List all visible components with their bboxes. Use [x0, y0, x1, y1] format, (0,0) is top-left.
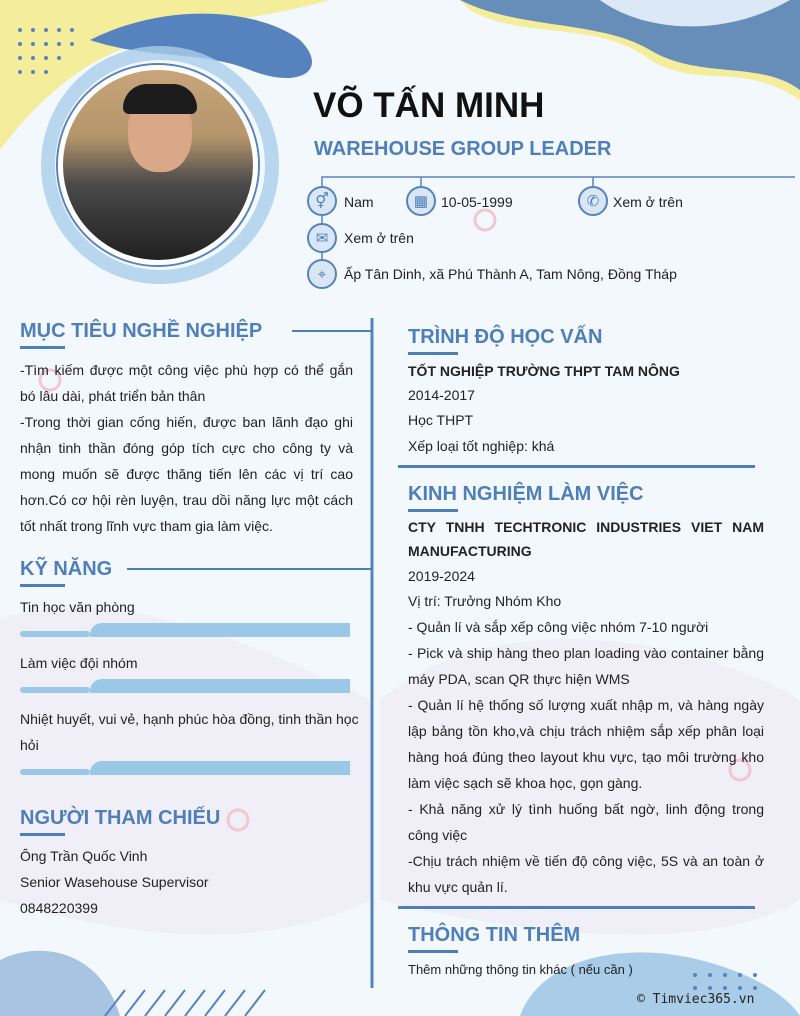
reference-name: Ông Trần Quốc Vinh — [20, 848, 148, 864]
skill-name: Tin học văn phòng — [20, 599, 135, 615]
address-value: Ấp Tân Dinh, xã Phú Thành A, Tam Nông, Đồng Tháp — [344, 266, 677, 282]
objective-paragraph: -Trong thời gian cống hiến, được ban lãnh đạo ghi nhận tinh thần đóng góp tích cực cho công ty và mong muốn sẽ được thăng tiến lên các vị trí cao hơn.Có cơ hội rèn luyện, trau dồi năng lực một cách tốt nhất trong lĩnh vực tham gia làm việc. — [20, 414, 353, 534]
heading-underline — [20, 584, 65, 587]
section-divider — [398, 465, 755, 468]
skill-level-bar — [20, 761, 350, 775]
skill-level-bar — [20, 623, 350, 637]
education-heading: TRÌNH ĐỘ HỌC VẤN — [408, 326, 603, 348]
contact-connector-lines — [0, 0, 800, 300]
school-name: TỐT NGHIỆP TRƯỜNG THPT TAM NÔNG — [408, 363, 680, 379]
objective-heading: MỤC TIÊU NGHỀ NGHIỆP — [20, 320, 263, 342]
heading-underline — [408, 950, 458, 953]
experience-duties — [408, 614, 764, 900]
duty-item: - Quản lí và sắp xếp công việc nhóm 7-10 người — [408, 619, 709, 635]
candidate-name: VÕ TẤN MINH — [313, 86, 545, 125]
references-heading: NGƯỜI THAM CHIẾU — [20, 807, 221, 829]
extra-heading: THÔNG TIN THÊM — [408, 924, 581, 946]
duty-item: - Pick và ship hàng theo plan loading vào container bằng máy PDA, scan QR thực hiện WMS — [408, 645, 764, 687]
job-title: WAREHOUSE GROUP LEADER — [314, 138, 612, 160]
company-name: CTY TNHH TECHTRONIC INDUSTRIES VIET NAM MANUFACTURING — [408, 519, 764, 559]
duty-item: -Chịu trách nhiệm về tiến độ công việc, 5S và an toàn ở khu vực quản lí. — [408, 853, 764, 895]
objective-text — [20, 357, 353, 539]
section-divider — [398, 906, 755, 909]
duty-item: - Khả năng xử lý tình huống bất ngờ, linh động trong công việc — [408, 801, 764, 843]
gender-value: Nam — [344, 194, 374, 210]
watermark: © Timviec365.vn — [637, 992, 755, 1007]
heading-line — [292, 330, 372, 332]
calendar-icon: ▦ — [406, 186, 436, 216]
extra-text: Thêm những thông tin khác ( nếu cần ) — [408, 962, 633, 977]
reference-phone: 0848220399 — [20, 900, 98, 916]
heading-underline — [408, 509, 458, 512]
education-period: 2014-2017 — [408, 387, 475, 403]
location-icon: ⌖ — [307, 259, 337, 289]
skills-heading: KỸ NĂNG — [20, 558, 113, 580]
phone-value: Xem ở trên — [613, 194, 683, 210]
education-grade: Xếp loại tốt nghiệp: khá — [408, 438, 555, 454]
experience-position: Vị trí: Trưởng Nhóm Kho — [408, 593, 562, 609]
objective-paragraph: -Tìm kiếm được một công việc phù hợp có thể gắn bó lâu dài, phát triển bản thân — [20, 362, 353, 404]
skill-level-bar — [20, 679, 350, 693]
birthday-value: 10-05-1999 — [441, 194, 513, 210]
email-icon: ✉ — [307, 223, 337, 253]
heading-underline — [20, 833, 65, 836]
heading-line — [127, 568, 372, 570]
skill-name: Làm việc đội nhóm — [20, 655, 138, 671]
education-level: Học THPT — [408, 412, 474, 428]
email-value: Xem ở trên — [344, 230, 414, 246]
heading-underline — [20, 346, 65, 349]
experience-heading: KINH NGHIỆM LÀM VIỆC — [408, 483, 644, 505]
heading-underline — [408, 352, 458, 355]
gender-icon: ⚥ — [307, 186, 337, 216]
experience-period: 2019-2024 — [408, 568, 475, 584]
skill-name: Nhiệt huyết, vui vẻ, hạnh phúc hòa đồng, tinh thần học hỏi — [20, 711, 359, 753]
duty-item: - Quản lí hệ thống số lượng xuất nhập m, và hàng ngày lập bảng tồn kho,và chịu trách nhiệm sắp xếp phân loại hàng hoá đúng theo layout khu vực, tạo môi trường kho làm việc sạch sẽ khoa học, gọn gàng. — [408, 697, 764, 791]
phone-icon: ✆ — [578, 186, 608, 216]
reference-position: Senior Wasehouse Supervisor — [20, 874, 209, 890]
